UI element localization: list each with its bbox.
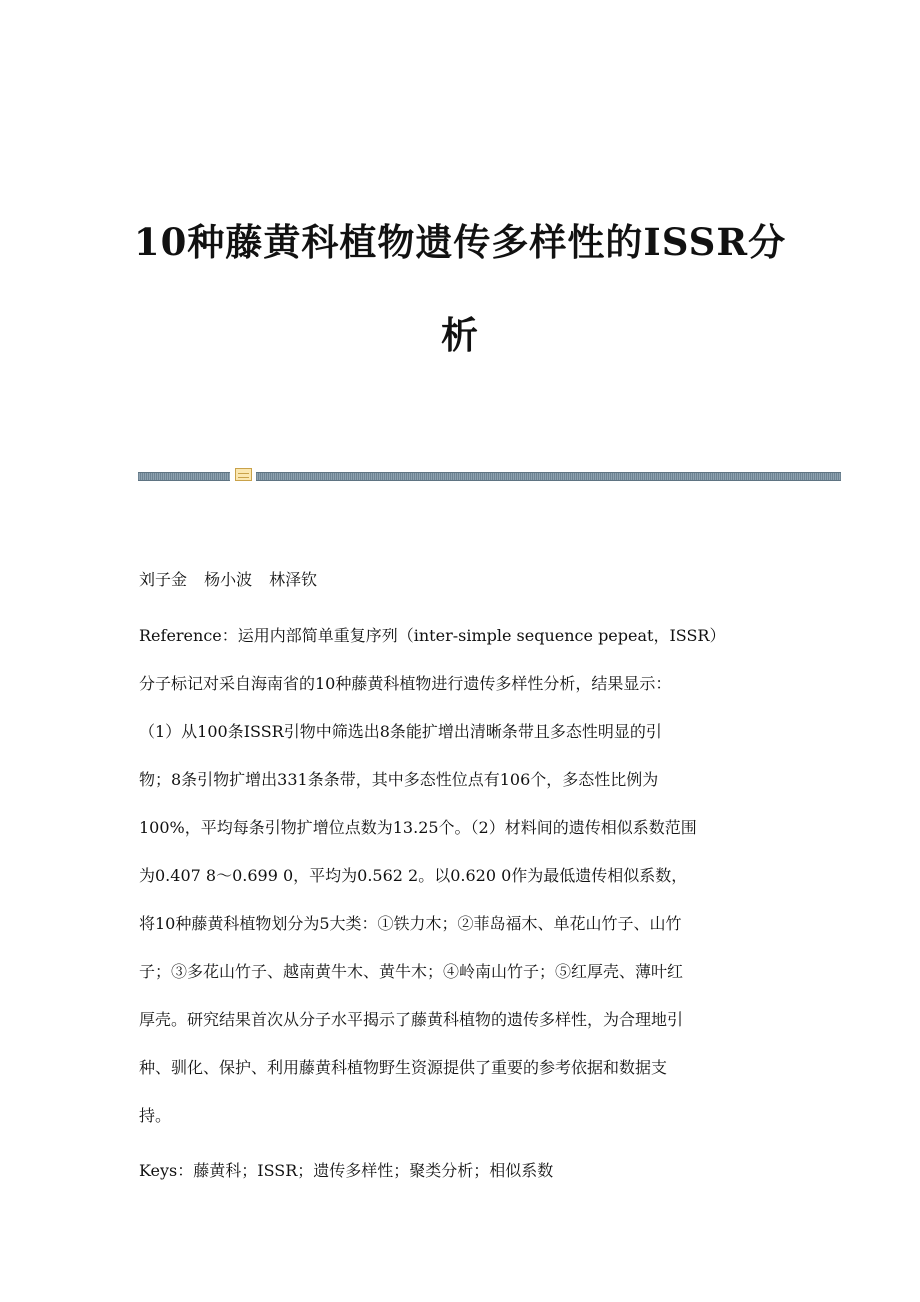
keywords: Keys：藤黄科；ISSR；遗传多样性；聚类分析；相似系数	[139, 1161, 554, 1180]
author-list: 刘子金 杨小波 林泽钦	[139, 570, 318, 589]
document-title-line-1: 10种藤黄科植物遗传多样性的ISSR分	[133, 220, 787, 264]
title-divider	[138, 468, 841, 482]
abstract-line: Reference：运用内部简单重复序列（inter-simple sequence pepeat，ISSR）	[139, 626, 726, 645]
abstract-line: 种、驯化、保护、利用藤黄科植物野生资源提供了重要的参考依据和数据支	[139, 1058, 668, 1077]
document-title-line-2: 析	[441, 313, 479, 357]
abstract-line: 分子标记对采自海南省的10种藤黄科植物进行遗传多样性分析，结果显示：	[139, 674, 672, 693]
abstract-line: （1）从100条ISSR引物中筛选出8条能扩增出清晰条带且多态性明显的引	[139, 722, 662, 741]
abstract-line: 子；③多花山竹子、越南黄牛木、黄牛木；④岭南山竹子；⑤红厚壳、薄叶红	[139, 962, 684, 981]
divider-bar-right	[256, 472, 841, 481]
divider-ornament-icon	[235, 468, 252, 481]
divider-bar-left	[138, 472, 230, 481]
abstract-line: 将10种藤黄科植物划分为5大类：①铁力木；②菲岛福木、单花山竹子、山竹	[139, 914, 682, 933]
abstract-line: 厚壳。研究结果首次从分子水平揭示了藤黄科植物的遗传多样性，为合理地引	[139, 1010, 684, 1029]
abstract-line: 100%，平均每条引物扩增位点数为13.25个。（2）材料间的遗传相似系数范围	[139, 818, 697, 837]
abstract-line: 为0.407 8～0.699 0，平均为0.562 2。以0.620 0作为最低遗传相似系数，	[139, 866, 688, 885]
abstract-line: 物；8条引物扩增出331条条带，其中多态性位点有106个，多态性比例为	[139, 770, 659, 789]
abstract-line: 持。	[139, 1106, 172, 1125]
